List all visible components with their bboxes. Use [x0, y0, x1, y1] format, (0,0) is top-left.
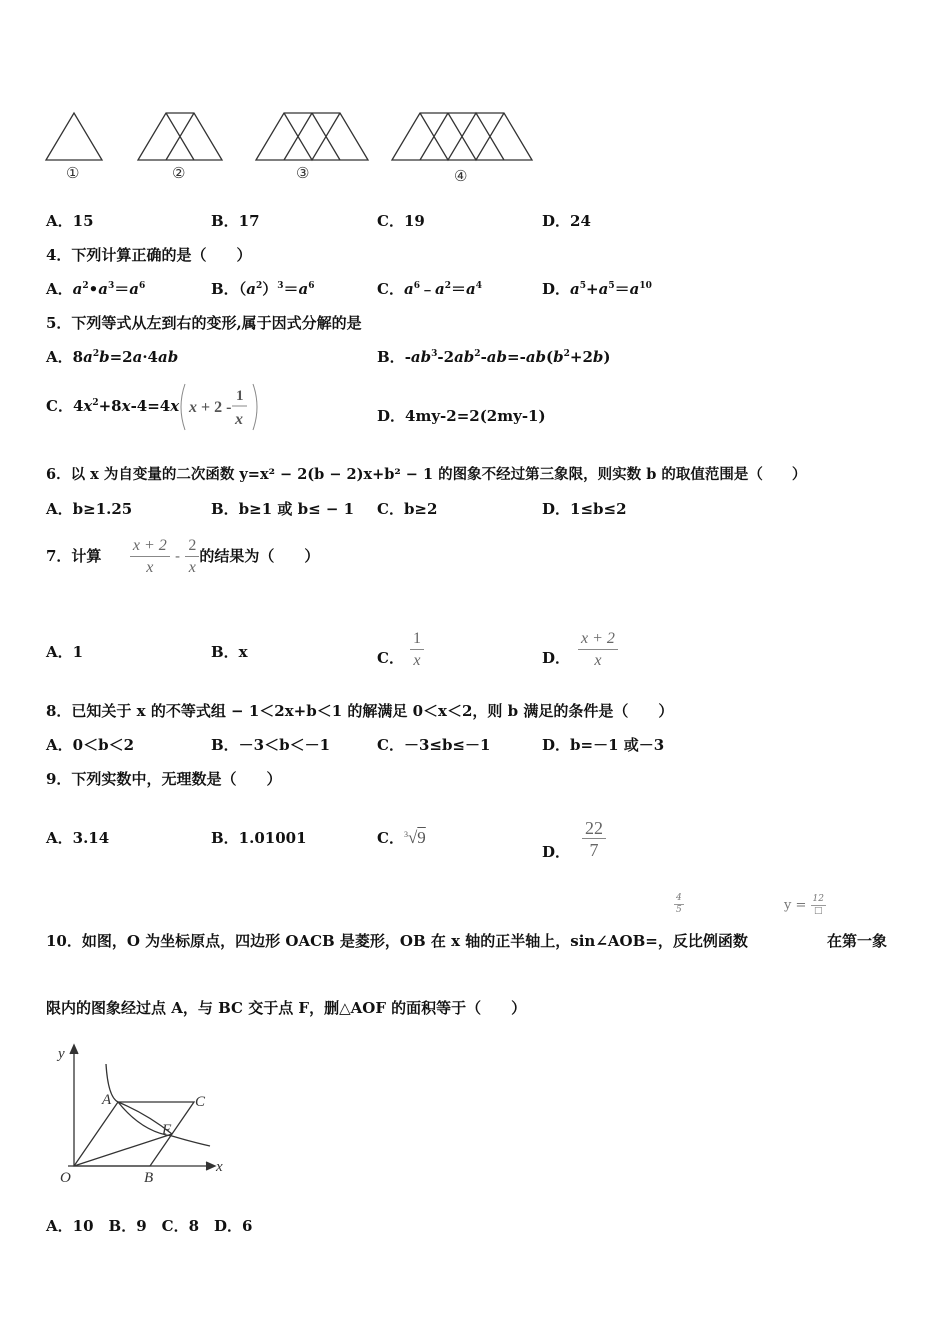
svg-text:1: 1 — [236, 388, 244, 404]
q5-option-d[interactable]: D．4my-2=2(2my-1) — [377, 407, 546, 425]
q10-stem-line2: 限内的图象经过点 A，与 BC 交于点 F，删△AOF 的面积等于（ ） — [46, 999, 527, 1017]
q3-option-d[interactable]: D．24 — [542, 212, 591, 230]
q7-fraction-2: $\frac{2}{x}$ — [185, 536, 199, 579]
q9-option-a[interactable]: A．3.14 — [46, 829, 110, 847]
q4-stem: 4．下列计算正确的是（ ） — [46, 246, 252, 264]
svg-text:+ 2 -: + 2 - — [201, 399, 232, 416]
q3-option-a[interactable]: A．15 — [46, 212, 94, 230]
q7-option-d[interactable]: D． $\frac{x + 2}{x}$ — [542, 619, 618, 681]
q3-option-c[interactable]: C．19 — [377, 212, 425, 230]
q6-option-d[interactable]: D．1≤b≤2 — [542, 500, 627, 518]
q3-option-b[interactable]: B．17 — [211, 212, 260, 230]
graph-label-a: A — [102, 1092, 112, 1108]
q7-prefix: 7．计算 — [46, 547, 102, 565]
q9-option-c[interactable]: C．$^3$√9 — [377, 828, 426, 847]
q5-option-c[interactable]: C．$4x^2+8x-4=4x$ x + 2 - 1 x — [46, 381, 259, 431]
q8-option-d[interactable]: D．b=－1 或－3 — [542, 736, 665, 754]
pattern-label-4: ④ — [454, 169, 468, 185]
q8-stem: 8．已知关于 x 的不等式组 − 1＜2x+b＜1 的解满足 0＜x＜2，则 b 满足的条件是（ ） — [46, 702, 674, 720]
svg-text:x: x — [235, 411, 244, 428]
q7-fraction-1: $\frac{x + 2}{x}$ — [130, 536, 170, 579]
pattern-label-3: ③ — [296, 166, 310, 182]
triangle-pattern-figure — [40, 105, 540, 187]
graph-label-o: O — [60, 1170, 71, 1186]
svg-text:x: x — [189, 399, 198, 416]
graph-label-y: y — [58, 1046, 65, 1062]
q6-option-c[interactable]: C．b≥2 — [377, 500, 438, 518]
pattern-3 — [256, 113, 368, 160]
q9-option-d[interactable]: D． $\frac{22}{7}$ — [542, 803, 606, 875]
q10-rhombus-graph — [52, 1042, 232, 1187]
q7-stem: 7．计算 $\frac{x + 2}{x}$ - $\frac{2}{x}$ 的结果为（ ） — [46, 533, 319, 579]
graph-label-f: F — [162, 1122, 172, 1138]
q7-option-a[interactable]: A．1 — [46, 643, 84, 661]
pattern-1 — [46, 113, 102, 160]
q10-stem-line1-end: 在第一象 — [827, 932, 888, 950]
q8-option-c[interactable]: C．－3≤b≤－1 — [377, 736, 491, 754]
pattern-2 — [138, 113, 222, 160]
graph-label-x: x — [216, 1159, 223, 1175]
q9-stem: 9．下列实数中，无理数是（ ） — [46, 770, 282, 788]
q6-stem: 6．以 x 为自变量的二次函数 y=x² − 2(b − 2)x+b² − 1 的图象不经过第三象限，则实数 b 的取值范围是（ ） — [46, 466, 807, 483]
pattern-4 — [392, 113, 532, 160]
q7-option-b[interactable]: B．x — [211, 643, 248, 661]
q10-stem-line1: 10．如图，O 为坐标原点，四边形 OACB 是菱形，OB 在 x 轴的正半轴上，sin∠AOB=，反比例函数 — [46, 932, 748, 950]
q5-option-a[interactable]: A．$8a^2b=2a\cdot 4ab$ — [46, 348, 179, 366]
q8-option-a[interactable]: A．0＜b＜2 — [46, 736, 135, 754]
pattern-label-1: ① — [66, 166, 80, 182]
q6-option-a[interactable]: A．b≥1.25 — [46, 500, 133, 518]
q4-option-a[interactable]: A．$a^2•a^3=a^6$ — [46, 280, 146, 298]
q9-option-b[interactable]: B．1.01001 — [211, 829, 307, 847]
q4-option-d[interactable]: D．$a^5+a^5=a^{10}$ — [542, 280, 652, 298]
q7-option-c[interactable]: C． $\frac{1}{x}$ — [377, 619, 424, 681]
pattern-label-2: ② — [172, 166, 186, 182]
q7-suffix: 的结果为（ ） — [199, 547, 320, 565]
q6-option-b[interactable]: B．b≥1 或 b≤ − 1 — [211, 500, 355, 518]
q4-option-b[interactable]: B．$(a^2)^3=a^6$ — [211, 280, 315, 298]
q5-stem: 5．下列等式从左到右的变形,属于因式分解的是 — [46, 314, 362, 332]
q8-option-b[interactable]: B．－3＜b＜－1 — [211, 736, 331, 754]
q10-options[interactable]: A．10 B．9 C．8 D．6 — [46, 1217, 253, 1235]
q10-sin-fraction: 4 5 — [676, 893, 682, 915]
q10-function: y = 12 □ — [784, 894, 824, 916]
q4-option-c[interactable]: C．$a^6﹣a^2=a^4$ — [377, 280, 482, 298]
rhombus-oacb — [74, 1102, 194, 1166]
q5-option-b[interactable]: B．$-ab^3-2ab^2-ab=-ab(b^2+2b)$ — [377, 348, 611, 366]
graph-label-c: C — [195, 1094, 206, 1110]
graph-label-b: B — [144, 1170, 154, 1186]
